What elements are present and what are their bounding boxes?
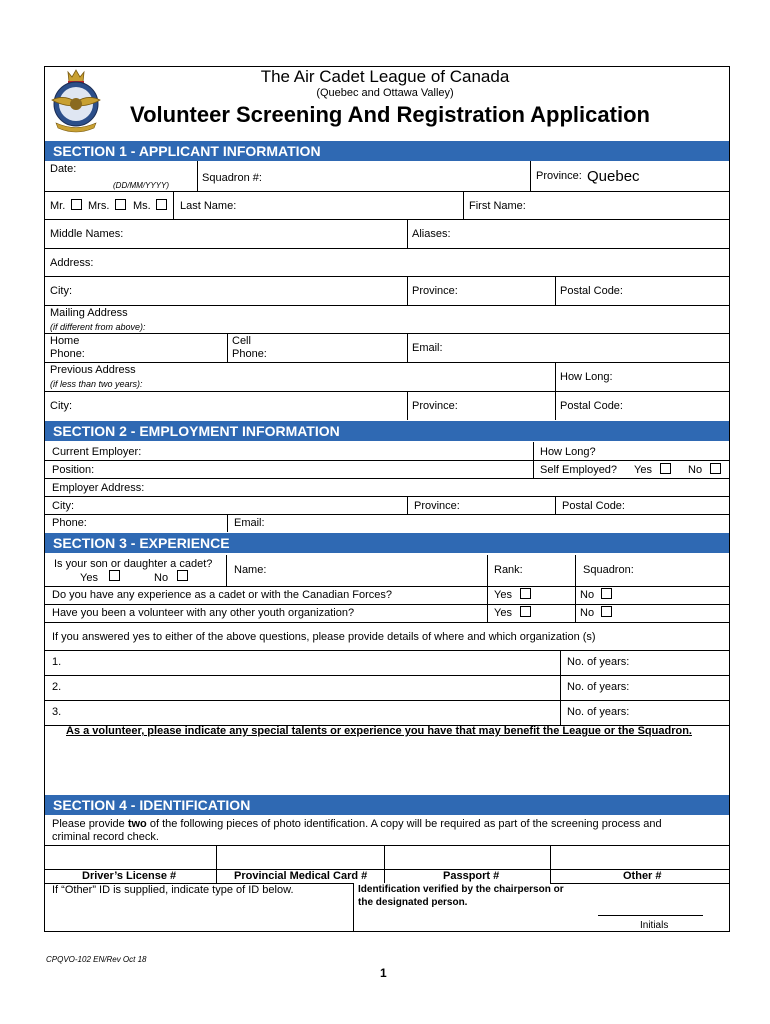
cadet-rank-label: Rank: [494, 564, 523, 576]
province-label: Province: [536, 170, 582, 182]
cadet-squadron-label: Squadron: [583, 564, 634, 576]
volunteer-no-checkbox[interactable] [601, 606, 612, 617]
page-number: 1 [380, 966, 387, 980]
self-employed-no-checkbox[interactable] [710, 463, 721, 474]
mr-label: Mr. [50, 200, 66, 212]
city-label: City: [50, 285, 72, 297]
volunteer-question: Have you been a volunteer with any other youth organization? [52, 607, 355, 619]
current-employer-label: Current Employer: [52, 446, 142, 458]
employer-address-label: Employer Address: [52, 482, 145, 494]
previous-address-label: Previous Address [50, 364, 136, 376]
province-label-3: Province: [412, 400, 458, 412]
years-label-1: No. of years: [567, 656, 630, 668]
employer-postal-code-label: Postal Code: [562, 500, 625, 512]
experience-row-3: 3. [52, 706, 62, 718]
mailing-address-note: (if different from above): [50, 322, 146, 332]
date-label: Date: [50, 163, 77, 175]
other-id-note: If “Other” ID is supplied, indicate type of ID below. [52, 884, 294, 896]
passport-column: Passport # [443, 870, 500, 882]
self-employed-label: Self Employed? [540, 464, 618, 476]
page-title: Volunteer Screening And Registration Application [130, 102, 650, 127]
cell-phone-label-2: Phone: [232, 348, 267, 360]
employer-phone-label: Phone: [52, 517, 87, 529]
talents-prompt: As a volunteer, please indicate any special talents or experience you have that may benefit the League or the Squadron. [66, 725, 692, 737]
email-label: Email: [412, 342, 443, 354]
postal-code-label-2: Postal Code: [560, 400, 623, 412]
cadet-yes-label: Yes [80, 572, 98, 584]
other-id-column: Other # [623, 870, 662, 882]
middle-names-label: Middle Names: [50, 228, 124, 240]
employer-how-long-label: How Long? [540, 446, 596, 458]
medical-card-column: Provincial Medical Card # [234, 870, 368, 882]
section-1-heading: SECTION 1 - APPLICANT INFORMATION [45, 141, 729, 161]
mrs-label: Mrs. [88, 200, 110, 212]
mrs-checkbox[interactable] [115, 199, 126, 210]
experience-no-checkbox[interactable] [601, 588, 612, 599]
address-label: Address: [50, 257, 94, 269]
drivers-license-column: Driver’s License # [82, 870, 177, 882]
experience-no-label: No [580, 589, 595, 601]
self-employed-yes-checkbox[interactable] [660, 463, 671, 474]
section-2-heading: SECTION 2 - EMPLOYMENT INFORMATION [45, 421, 729, 441]
volunteer-yes-label: Yes [494, 607, 512, 619]
region-subtitle: (Quebec and Ottawa Valley) [316, 87, 454, 99]
org-name: The Air Cadet League of Canada [260, 67, 510, 86]
self-employed-no-label: No [688, 464, 703, 476]
home-phone-label-2: Phone: [50, 348, 85, 360]
cadet-no-label: No [154, 572, 169, 584]
position-label: Position: [52, 464, 95, 476]
cadet-yes-checkbox[interactable] [109, 570, 120, 581]
ms-label: Ms. [133, 200, 151, 212]
volunteer-yes-checkbox[interactable] [520, 606, 531, 617]
id-intro-two: two [127, 818, 147, 830]
section-3-heading: SECTION 3 - EXPERIENCE [45, 533, 729, 553]
experience-row-2: 2. [52, 681, 62, 693]
id-intro-2: of the following pieces of photo identification. A copy will be required as part of the screening process and [146, 818, 662, 830]
verified-line-1: Identification verified by the chairperson or [358, 884, 564, 895]
details-prompt: If you answered yes to either of the above questions, please provide details of where and which organization (s) [52, 631, 596, 643]
self-employed-yes-label: Yes [634, 464, 652, 476]
experience-yes-checkbox[interactable] [520, 588, 531, 599]
experience-row-1: 1. [52, 656, 62, 668]
mr-checkbox[interactable] [71, 199, 82, 210]
cadet-name-label: Name: [234, 564, 267, 576]
id-intro [52, 818, 662, 831]
squadron-label: Squadron #: [202, 172, 262, 184]
previous-address-note: (if less than two years): [50, 379, 143, 389]
experience-question: Do you have any experience as a cadet or with the Canadian Forces? [52, 589, 392, 601]
years-label-2: No. of years: [567, 681, 630, 693]
initials-label: Initials [640, 920, 669, 931]
initials-line[interactable] [598, 915, 703, 916]
cell-phone-label-1: Cell [232, 335, 251, 347]
id-intro-1: Please provide [52, 818, 128, 830]
how-long-label: How Long: [560, 371, 613, 383]
province-value[interactable]: Quebec [587, 168, 640, 185]
home-phone-label-1: Home [50, 335, 80, 347]
section-4-heading: SECTION 4 - IDENTIFICATION [45, 795, 729, 815]
years-label-3: No. of years: [567, 706, 630, 718]
employer-city-label: City: [52, 500, 74, 512]
first-name-label: First Name: [469, 200, 526, 212]
postal-code-label: Postal Code: [560, 285, 623, 297]
mailing-address-label: Mailing Address [50, 307, 128, 319]
verified-line-2: the designated person. [358, 897, 468, 908]
city-label-2: City: [50, 400, 72, 412]
form-code: CPQVO-102 EN/Rev Oct 18 [46, 955, 147, 964]
cadet-no-checkbox[interactable] [177, 570, 188, 581]
ms-checkbox[interactable] [156, 199, 167, 210]
employer-province-label: Province: [414, 500, 460, 512]
volunteer-no-label: No [580, 607, 595, 619]
id-intro-line-2: criminal record check. [52, 831, 159, 843]
employer-email-label: Email: [234, 517, 265, 529]
son-daughter-question: Is your son or daughter a cadet? [54, 558, 213, 570]
date-format-hint: (DD/MM/YYYY) [113, 181, 169, 190]
aliases-label: Aliases: [412, 228, 451, 240]
last-name-label: Last Name: [180, 200, 237, 212]
experience-yes-label: Yes [494, 589, 512, 601]
province-label-2: Province: [412, 285, 458, 297]
